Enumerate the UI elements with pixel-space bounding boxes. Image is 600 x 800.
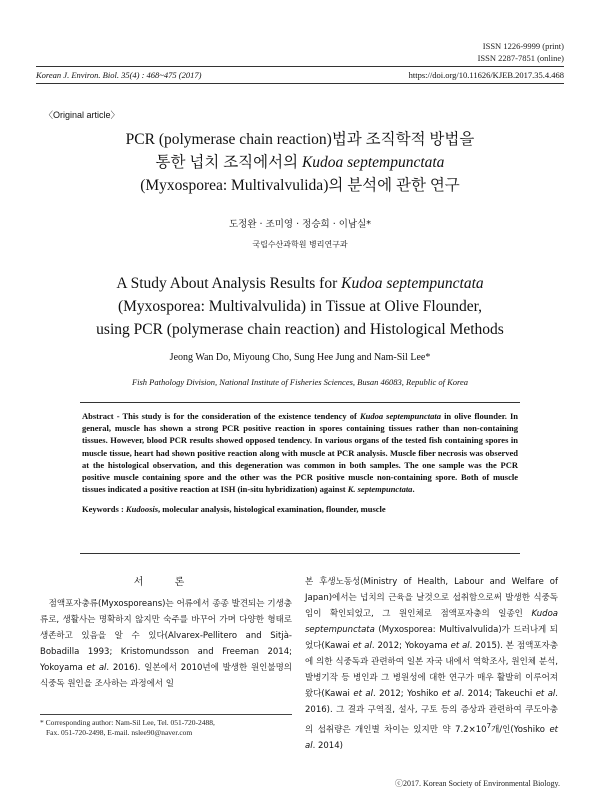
abstract-part: Abstract - This study is for the consideration of the existence tendency of: [82, 411, 360, 421]
english-title-line-1: [36, 272, 564, 295]
english-authors: Jeong Wan Do, Miyoung Cho, Sung Hee Jung and Nam-Sil Lee*: [169, 352, 431, 363]
journal-citation: Korean J. Environ. Biol. 35(4) : 468~475 (2017): [36, 70, 202, 80]
keyword-items: , molecular analysis, histological examination, flounder, muscle: [158, 504, 386, 515]
body-text: . 2016). 그 결과 구역질, 설사, 구토 등의 증상과 관련하여 쿠도아충의 섭취량은 개인별 차이는 있지만 약 7.2×10: [305, 689, 558, 735]
korean-authors: 도정완 · 조미영 · 정승희 · 이남실*: [228, 219, 372, 230]
issn-block: [478, 40, 564, 64]
english-title: [36, 272, 564, 341]
abstract-box: [80, 402, 520, 554]
body-text: . 2012; Yokoyama: [371, 641, 451, 651]
body-text: . 2015). 본 점액포자충에 의한 식중독과 관련하여 일본 자국 내에서 역학조사, 원인체 분석, 발병기작 등 병인과 그 병원성에 대한 연구가 매우 활발히 이루어져 왔다(Kawai: [305, 641, 558, 699]
body-text: (Myxosporea: Multivalvulida)가 드러나게 되었다(Kawai: [305, 625, 558, 651]
body-column-left: [40, 596, 292, 692]
footnote-line-2: Fax. 051-720-2498, E-mail. nslee90@naver.com: [46, 728, 193, 737]
english-title-text: A Study About Analysis Results for: [116, 275, 342, 292]
species-name: Kudoa septempunctata: [305, 609, 558, 635]
korean-affiliation: 국립수산과학원 병리연구과: [252, 240, 348, 249]
body-column-right: [305, 574, 558, 754]
body-text: . 2014; Takeuchi: [461, 689, 536, 699]
section-heading-introduction: 서 론: [133, 577, 199, 588]
korean-title-line-2: [36, 151, 564, 174]
doi-link[interactable]: https://doi.org/10.11626/KJEB.2017.35.4.468: [408, 70, 564, 80]
citation-etal: et al: [353, 689, 373, 699]
issn-print: ISSN 1226-9999 (print): [482, 41, 564, 51]
species-name: Kudoa septempunctata: [359, 411, 441, 421]
species-name: Kudoa septempunctata: [301, 154, 445, 171]
citation-etal: et al: [305, 724, 558, 751]
body-text: 본 후생노동성(Ministry of Health, Labour and Welfare of Japan)에서는 넙치의 근육을 날것으로 섭취함으로써 발생한 식중독임이 확인되었고, 그 원인체로 점액포자충의 일종인: [305, 577, 558, 619]
issn-online: ISSN 2287-7851 (online): [477, 53, 564, 63]
superscript: 7: [486, 721, 492, 730]
copyright-notice: ⓒ2017. Korean Society of Environmental Biology.: [394, 779, 560, 788]
korean-title-text: 통한 넙치 조직에서의: [155, 154, 302, 171]
species-name: K. septempunctata: [347, 484, 413, 495]
english-title-line-2: (Myxosporea: Multivalvulida) in Tissue at Olive Flounder,: [117, 298, 483, 315]
journal-header-bar: [36, 66, 564, 84]
species-name: Kudoa septempunctata: [341, 275, 484, 292]
body-text: . 2012; Yoshiko: [372, 689, 442, 699]
corresponding-author-footnote: [40, 714, 292, 738]
citation-etal: et al: [450, 641, 470, 651]
keywords-line: [82, 504, 518, 514]
english-title-line-3: using PCR (polymerase chain reaction) and Histological Methods: [96, 321, 504, 338]
keyword-item: Kudoosis: [125, 504, 159, 515]
citation-etal: et al: [441, 689, 462, 699]
abstract-text: [82, 410, 518, 495]
keywords-label: Keywords :: [82, 504, 126, 515]
body-text: 점액포자충류(Myxosporeans)는 어류에서 종종 발견되는 기생충류로, 생활사는 명확하지 않지만 숙주를 바꾸어 가며 다양한 형태로 생존하고 있음을 알 수 있다(Alvarex-Pellitero and Sitjà-Bobadilla 1993; Kristomundsson and Freeman 2014; Yokoyama: [40, 599, 292, 673]
footnote-line-1: * Corresponding author: Nam-Sil Lee, Tel. 051-720-2488,: [40, 718, 215, 727]
citation-etal: et al: [535, 689, 556, 699]
body-text: . 2014): [312, 740, 343, 751]
citation-etal: et al: [352, 641, 372, 651]
citation-etal: et al: [86, 663, 107, 673]
english-affiliation: Fish Pathology Division, National Institute of Fisheries Sciences, Busan 46083, Republic of Korea: [131, 377, 469, 387]
korean-title-line-3: (Myxosporea: Multivalvulida)의 분석에 관한 연구: [140, 177, 460, 194]
korean-title: [36, 128, 564, 197]
body-text: 개/인(Yoshiko: [491, 724, 550, 735]
abstract-part: in olive flounder. In general, muscle has shown a strong PCR positive reaction in spores containing tissues rather than non-containing tissues. However, blood PCR results showed opposed tendency. In various organs of the tested fish containing spores in muscle tissue, heart had shown positive reaction along with muscle at PCR analysis. Muscle fiber necrosis was observed at the histological observation, and this degeneration was common in both samples. The one sample was the PCR positive muscle containing spore and the other was the PCR positive muscle non-containing spore. Both of muscle tissues indicated a positive reaction at ISH (in-situ hybridization) against: [82, 411, 518, 495]
korean-title-line-1: PCR (polymerase chain reaction)법과 조직학적 방법을: [125, 131, 475, 148]
body-text: . 2016). 일본에서 2010년에 발생한 원인불명의 식중독 원인을 조사하는 과정에서 일: [40, 663, 293, 689]
abstract-part: .: [412, 484, 415, 495]
article-type-label: 〈Original article〉: [44, 110, 120, 120]
